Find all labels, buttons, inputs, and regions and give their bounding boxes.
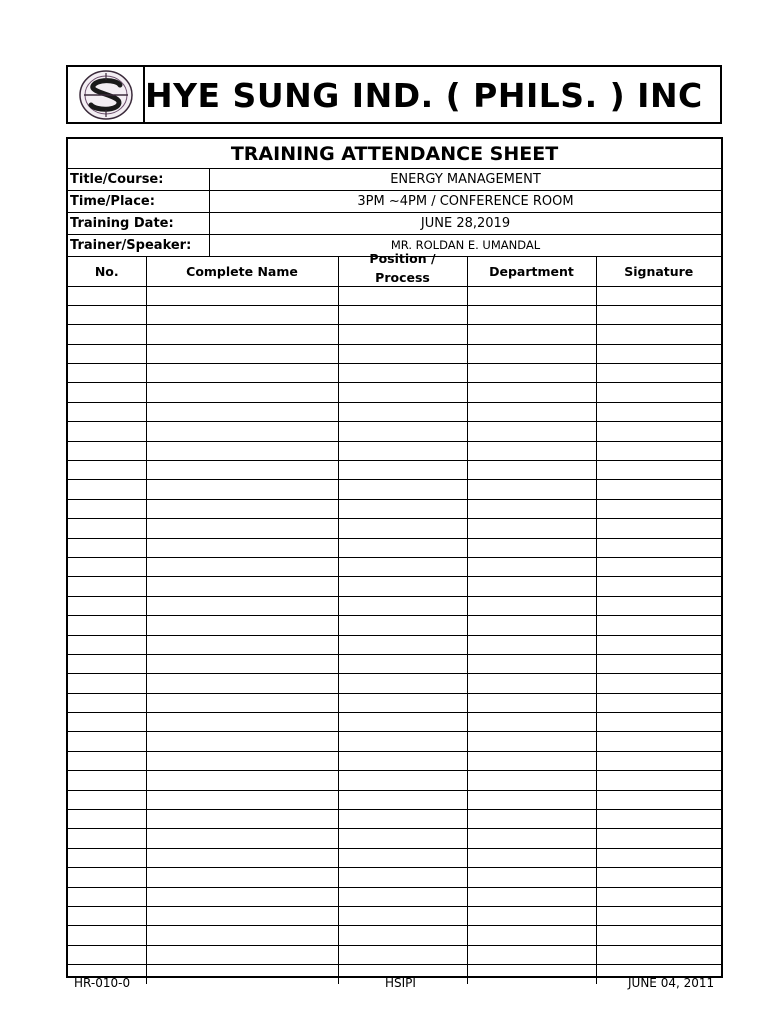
no-cell[interactable] <box>68 461 146 480</box>
signature-cell[interactable] <box>596 286 721 305</box>
table-row <box>68 751 721 770</box>
department-cell[interactable] <box>467 751 596 770</box>
table-row <box>68 344 721 363</box>
position-cell[interactable] <box>338 868 467 887</box>
department-cell[interactable] <box>467 577 596 596</box>
no-cell[interactable] <box>68 616 146 635</box>
department-cell[interactable] <box>467 693 596 712</box>
table-row <box>68 519 721 538</box>
position-cell[interactable] <box>338 751 467 770</box>
info-row-time-place <box>68 191 721 213</box>
table-row <box>68 461 721 480</box>
department-cell[interactable] <box>467 519 596 538</box>
no-cell[interactable] <box>68 945 146 964</box>
name-cell[interactable] <box>146 577 338 596</box>
position-cell[interactable] <box>338 693 467 712</box>
signature-cell[interactable] <box>596 810 721 829</box>
name-cell[interactable] <box>146 848 338 867</box>
column-header-position-line2: Process <box>375 270 430 286</box>
signature-cell[interactable] <box>596 402 721 421</box>
column-header-position <box>338 251 467 286</box>
no-cell[interactable] <box>68 848 146 867</box>
no-cell[interactable] <box>68 771 146 790</box>
table-row <box>68 596 721 615</box>
name-cell[interactable] <box>146 325 338 344</box>
no-cell[interactable] <box>68 499 146 518</box>
no-cell[interactable] <box>68 810 146 829</box>
column-header-department: Department <box>467 257 596 286</box>
position-cell[interactable] <box>338 383 467 402</box>
department-cell[interactable] <box>467 635 596 654</box>
department-cell[interactable] <box>467 945 596 964</box>
position-cell[interactable] <box>338 286 467 305</box>
position-cell[interactable] <box>338 596 467 615</box>
no-cell[interactable] <box>68 713 146 732</box>
table-row <box>68 402 721 421</box>
name-cell[interactable] <box>146 751 338 770</box>
position-cell[interactable] <box>338 402 467 421</box>
sheet-title: TRAINING ATTENDANCE SHEET <box>68 139 721 169</box>
no-cell[interactable] <box>68 557 146 576</box>
position-cell[interactable] <box>338 810 467 829</box>
signature-cell[interactable] <box>596 693 721 712</box>
attendance-table <box>68 251 721 984</box>
column-header-name: Complete Name <box>146 257 338 286</box>
department-cell[interactable] <box>467 305 596 324</box>
signature-cell[interactable] <box>596 538 721 557</box>
department-cell[interactable] <box>467 887 596 906</box>
signature-cell[interactable] <box>596 383 721 402</box>
department-cell[interactable] <box>467 286 596 305</box>
name-cell[interactable] <box>146 907 338 926</box>
column-header-signature: Signature <box>596 257 721 286</box>
signature-cell[interactable] <box>596 926 721 945</box>
name-cell[interactable] <box>146 732 338 751</box>
name-cell[interactable] <box>146 344 338 363</box>
no-cell[interactable] <box>68 596 146 615</box>
position-cell[interactable] <box>338 907 467 926</box>
position-cell[interactable] <box>338 480 467 499</box>
table-row <box>68 480 721 499</box>
column-header-position-line1: Position / <box>369 251 436 267</box>
table-row <box>68 926 721 945</box>
signature-cell[interactable] <box>596 868 721 887</box>
signature-cell[interactable] <box>596 422 721 441</box>
no-cell[interactable] <box>68 868 146 887</box>
signature-cell[interactable] <box>596 790 721 809</box>
no-cell[interactable] <box>68 519 146 538</box>
signature-cell[interactable] <box>596 480 721 499</box>
table-row <box>68 557 721 576</box>
position-cell[interactable] <box>338 557 467 576</box>
table-row <box>68 829 721 848</box>
table-row <box>68 616 721 635</box>
info-value-date: JUNE 28,2019 <box>420 216 511 231</box>
name-cell[interactable] <box>146 887 338 906</box>
position-cell[interactable] <box>338 790 467 809</box>
signature-cell[interactable] <box>596 887 721 906</box>
name-cell[interactable] <box>146 616 338 635</box>
signature-cell[interactable] <box>596 577 721 596</box>
department-cell[interactable] <box>467 713 596 732</box>
name-cell[interactable] <box>146 305 338 324</box>
table-row <box>68 732 721 751</box>
no-cell[interactable] <box>68 422 146 441</box>
table-row <box>68 305 721 324</box>
no-cell[interactable] <box>68 732 146 751</box>
name-cell[interactable] <box>146 926 338 945</box>
position-cell[interactable] <box>338 887 467 906</box>
name-cell[interactable] <box>146 383 338 402</box>
department-cell[interactable] <box>467 790 596 809</box>
table-row <box>68 810 721 829</box>
no-cell[interactable] <box>68 286 146 305</box>
table-row <box>68 887 721 906</box>
name-cell[interactable] <box>146 771 338 790</box>
position-cell[interactable] <box>338 538 467 557</box>
table-row <box>68 713 721 732</box>
table-row <box>68 538 721 557</box>
table-row <box>68 383 721 402</box>
position-cell[interactable] <box>338 364 467 383</box>
department-cell[interactable] <box>467 461 596 480</box>
department-cell[interactable] <box>467 557 596 576</box>
department-cell[interactable] <box>467 538 596 557</box>
name-cell[interactable] <box>146 635 338 654</box>
signature-cell[interactable] <box>596 829 721 848</box>
department-cell[interactable] <box>467 965 596 984</box>
department-cell[interactable] <box>467 441 596 460</box>
signature-cell[interactable] <box>596 519 721 538</box>
table-row <box>68 577 721 596</box>
signature-cell[interactable] <box>596 945 721 964</box>
table-row <box>68 286 721 305</box>
signature-cell[interactable] <box>596 907 721 926</box>
department-cell[interactable] <box>467 344 596 363</box>
table-row <box>68 441 721 460</box>
no-cell[interactable] <box>68 577 146 596</box>
no-cell[interactable] <box>68 364 146 383</box>
name-cell[interactable] <box>146 654 338 673</box>
department-cell[interactable] <box>467 499 596 518</box>
position-cell[interactable] <box>338 441 467 460</box>
attendance-rows <box>68 286 721 984</box>
department-cell[interactable] <box>467 926 596 945</box>
position-cell[interactable] <box>338 305 467 324</box>
no-cell[interactable] <box>68 926 146 945</box>
no-cell[interactable] <box>68 441 146 460</box>
name-cell[interactable] <box>146 286 338 305</box>
table-row <box>68 674 721 693</box>
position-cell[interactable] <box>338 945 467 964</box>
position-cell[interactable] <box>338 616 467 635</box>
signature-cell[interactable] <box>596 848 721 867</box>
table-row <box>68 945 721 964</box>
footer-code: HR-010-0 <box>74 976 131 990</box>
info-value-title: ENERGY MANAGEMENT <box>390 172 541 187</box>
position-cell[interactable] <box>338 674 467 693</box>
no-cell[interactable] <box>68 402 146 421</box>
company-logo-icon <box>76 68 136 122</box>
position-cell[interactable] <box>338 713 467 732</box>
info-label-date: Training Date: <box>68 213 210 234</box>
info-row-title <box>68 169 721 191</box>
signature-cell[interactable] <box>596 325 721 344</box>
department-cell[interactable] <box>467 480 596 499</box>
department-cell[interactable] <box>467 829 596 848</box>
no-cell[interactable] <box>68 325 146 344</box>
table-row <box>68 868 721 887</box>
no-cell[interactable] <box>68 829 146 848</box>
no-cell[interactable] <box>68 383 146 402</box>
no-cell[interactable] <box>68 480 146 499</box>
signature-cell[interactable] <box>596 344 721 363</box>
position-cell[interactable] <box>338 461 467 480</box>
signature-cell[interactable] <box>596 596 721 615</box>
company-header <box>66 65 722 124</box>
no-cell[interactable] <box>68 907 146 926</box>
table-row <box>68 325 721 344</box>
position-cell[interactable] <box>338 577 467 596</box>
position-cell[interactable] <box>338 848 467 867</box>
info-value-time-place: 3PM ~4PM / CONFERENCE ROOM <box>357 194 574 209</box>
position-cell[interactable] <box>338 635 467 654</box>
signature-cell[interactable] <box>596 732 721 751</box>
info-value-trainer: MR. ROLDAN E. UMANDAL <box>390 238 541 252</box>
name-cell[interactable] <box>146 693 338 712</box>
no-cell[interactable] <box>68 751 146 770</box>
table-row <box>68 654 721 673</box>
position-cell[interactable] <box>338 344 467 363</box>
footer-company-abbr: HSIPI <box>385 976 416 990</box>
name-cell[interactable] <box>146 499 338 518</box>
signature-cell[interactable] <box>596 654 721 673</box>
no-cell[interactable] <box>68 790 146 809</box>
info-label-time-place: Time/Place: <box>68 191 210 212</box>
table-row <box>68 499 721 518</box>
table-row <box>68 422 721 441</box>
position-cell[interactable] <box>338 829 467 848</box>
signature-cell[interactable] <box>596 441 721 460</box>
department-cell[interactable] <box>467 674 596 693</box>
footer-date: JUNE 04, 2011 <box>628 976 715 990</box>
table-row <box>68 848 721 867</box>
name-cell[interactable] <box>146 810 338 829</box>
info-row-date <box>68 213 721 235</box>
no-cell[interactable] <box>68 887 146 906</box>
position-cell[interactable] <box>338 422 467 441</box>
no-cell[interactable] <box>68 538 146 557</box>
position-cell[interactable] <box>338 519 467 538</box>
name-cell[interactable] <box>146 674 338 693</box>
name-cell[interactable] <box>146 441 338 460</box>
signature-cell[interactable] <box>596 635 721 654</box>
name-cell[interactable] <box>146 480 338 499</box>
department-cell[interactable] <box>467 771 596 790</box>
name-cell[interactable] <box>146 402 338 421</box>
signature-cell[interactable] <box>596 674 721 693</box>
signature-cell[interactable] <box>596 557 721 576</box>
department-cell[interactable] <box>467 810 596 829</box>
no-cell[interactable] <box>68 344 146 363</box>
signature-cell[interactable] <box>596 616 721 635</box>
signature-cell[interactable] <box>596 364 721 383</box>
table-row <box>68 790 721 809</box>
table-header-row <box>68 257 721 286</box>
department-cell[interactable] <box>467 732 596 751</box>
no-cell[interactable] <box>68 693 146 712</box>
signature-cell[interactable] <box>596 713 721 732</box>
attendance-sheet <box>66 137 723 978</box>
name-cell[interactable] <box>146 868 338 887</box>
name-cell[interactable] <box>146 790 338 809</box>
department-cell[interactable] <box>467 422 596 441</box>
table-row <box>68 907 721 926</box>
department-cell[interactable] <box>467 616 596 635</box>
signature-cell[interactable] <box>596 771 721 790</box>
name-cell[interactable] <box>146 422 338 441</box>
signature-cell[interactable] <box>596 751 721 770</box>
department-cell[interactable] <box>467 907 596 926</box>
name-cell[interactable] <box>146 713 338 732</box>
department-cell[interactable] <box>467 383 596 402</box>
position-cell[interactable] <box>338 499 467 518</box>
company-logo <box>68 67 145 122</box>
no-cell[interactable] <box>68 654 146 673</box>
table-row <box>68 364 721 383</box>
signature-cell[interactable] <box>596 305 721 324</box>
department-cell[interactable] <box>467 868 596 887</box>
position-cell[interactable] <box>338 732 467 751</box>
no-cell[interactable] <box>68 674 146 693</box>
table-row <box>68 693 721 712</box>
position-cell[interactable] <box>338 771 467 790</box>
department-cell[interactable] <box>467 654 596 673</box>
position-cell[interactable] <box>338 926 467 945</box>
name-cell[interactable] <box>146 519 338 538</box>
name-cell[interactable] <box>146 829 338 848</box>
name-cell[interactable] <box>146 538 338 557</box>
department-cell[interactable] <box>467 596 596 615</box>
department-cell[interactable] <box>467 364 596 383</box>
name-cell[interactable] <box>146 945 338 964</box>
table-row <box>68 635 721 654</box>
signature-cell[interactable] <box>596 461 721 480</box>
no-cell[interactable] <box>68 635 146 654</box>
no-cell[interactable] <box>68 305 146 324</box>
name-cell[interactable] <box>146 596 338 615</box>
info-label-trainer: Trainer/Speaker: <box>68 235 210 256</box>
department-cell[interactable] <box>467 848 596 867</box>
department-cell[interactable] <box>467 402 596 421</box>
info-label-title: Title/Course: <box>68 169 210 190</box>
position-cell[interactable] <box>338 325 467 344</box>
column-header-no: No. <box>68 257 146 286</box>
name-cell[interactable] <box>146 557 338 576</box>
company-name: HYE SUNG IND. ( PHILS. ) INC <box>145 76 703 115</box>
table-row <box>68 771 721 790</box>
signature-cell[interactable] <box>596 499 721 518</box>
name-cell[interactable] <box>146 364 338 383</box>
name-cell[interactable] <box>146 965 338 984</box>
position-cell[interactable] <box>338 654 467 673</box>
department-cell[interactable] <box>467 325 596 344</box>
name-cell[interactable] <box>146 461 338 480</box>
